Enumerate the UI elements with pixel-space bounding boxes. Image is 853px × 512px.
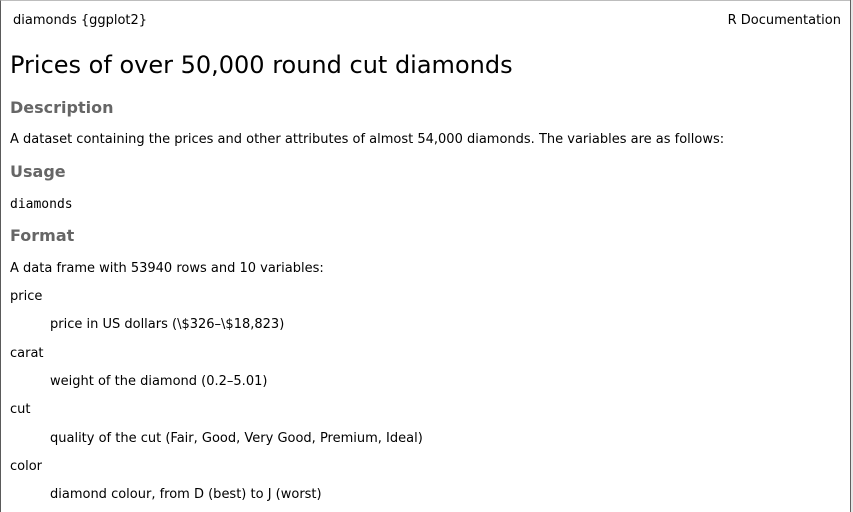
package-label: diamonds {ggplot2} xyxy=(13,13,148,28)
usage-code: diamonds xyxy=(10,197,73,212)
variable-term-color: color xyxy=(10,459,43,474)
description-text: A dataset containing the prices and other attributes of almost 54,000 diamonds. The variables are as follows: xyxy=(10,132,725,147)
r-documentation-label: R Documentation xyxy=(727,13,841,28)
document-header xyxy=(9,12,841,32)
variable-definition-price: price in US dollars (\$326–\$18,823) xyxy=(50,317,285,332)
variable-definition-color: diamond colour, from D (best) to J (worst) xyxy=(50,487,322,502)
variable-term-cut: cut xyxy=(10,402,31,417)
usage-heading: Usage xyxy=(10,162,66,181)
format-text: A data frame with 53940 rows and 10 variables: xyxy=(10,261,324,276)
variable-definition-carat: weight of the diamond (0.2–5.01) xyxy=(50,374,268,389)
description-heading: Description xyxy=(10,98,114,117)
variable-term-carat: carat xyxy=(10,346,44,361)
page-title: Prices of over 50,000 round cut diamonds xyxy=(10,51,513,79)
variable-definition-cut: quality of the cut (Fair, Good, Very Good, Premium, Ideal) xyxy=(50,431,423,446)
variable-term-price: price xyxy=(10,289,43,304)
format-heading: Format xyxy=(10,226,75,245)
